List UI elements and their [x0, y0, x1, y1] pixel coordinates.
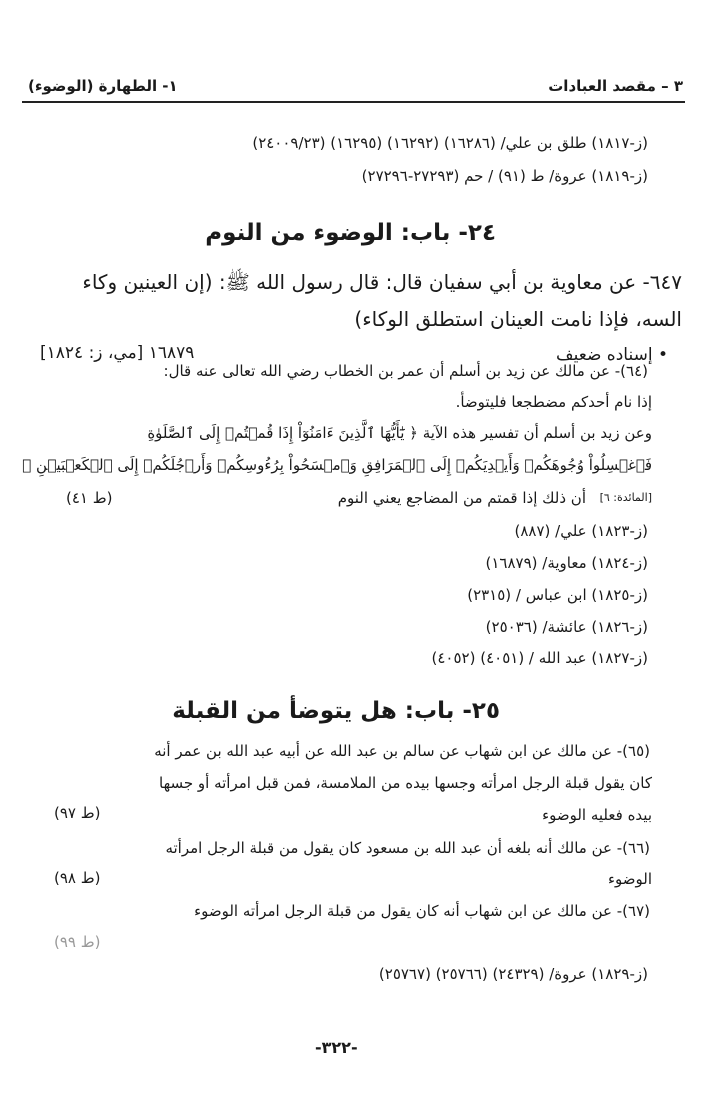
reference-line: (ز-١٨٢٣) علي/ (٨٨٧)	[514, 522, 648, 540]
malik-64-line: (٦٤)- عن مالك عن زيد بن أسلم أن عمر بن الخطاب رضي الله تعالى عنه قال:	[163, 362, 648, 380]
malik-64-line: أن ذلك إذا قمتم من المضاجع يعني النوم	[337, 489, 586, 507]
header-rule	[22, 101, 685, 103]
reference-line: (ز-١٨٢٤) معاوية/ (١٦٨٧٩)	[485, 554, 648, 572]
malik-66-line: الوضوء	[607, 870, 652, 888]
running-header-right: ٣ – مقصد العبادات	[548, 77, 683, 95]
verse-reference: [المائدة: ٦]	[599, 491, 652, 504]
malik-66-reference: (ط ٩٨)	[54, 869, 101, 887]
malik-65-line: (٦٥)- عن مالك عن ابن شهاب عن سالم بن عبد الله عن أبيه عبد الله بن عمر أنه	[154, 742, 650, 760]
reference-line: (ز-١٨٢٦) عائشة/ (٢٥٠٣٦)	[485, 618, 648, 636]
malik-65-reference: (ط ٩٧)	[54, 804, 101, 822]
malik-65-line: بيده فعليه الوضوء	[542, 806, 652, 824]
malik-66-line: (٦٦)- عن مالك أنه بلغه أن عبد الله بن مسعود كان يقول من قبلة الرجل امرأته	[165, 839, 650, 857]
malik-64-verse-line: وعن زيد بن أسلم أن تفسير هذه الآية ﴿ يَٰٓأَيُّهَا ٱلَّذِينَ ءَامَنُوٓاْ إِذَا قُمۡتُمۡ إِلَى ٱلصَّلَوٰةِ	[147, 424, 652, 442]
malik-64-verse-line: فَٱغۡسِلُواْ وُجُوهَكُمۡ وَأَيۡدِيَكُمۡ إِلَى ٱلۡمَرَافِقِ وَٱمۡسَحُواْ بِرُءُوسِكُمۡ وَأَرۡجُلَكُمۡ إِلَى ٱلۡكَعۡبَيۡنِ ﴾	[22, 456, 652, 474]
malik-64-reference: (ط ٤١)	[66, 489, 113, 507]
hadith-647-line: السه، فإذا نامت العينان استطلق الوكاء)	[354, 307, 682, 331]
malik-65-line: كان يقول قبلة الرجل امرأته وجسها بيده من الملامسة، فمن قبل امرأته أو جسها	[159, 774, 652, 792]
malik-67-line: (٦٧)- عن مالك عن ابن شهاب أنه كان يقول من قبلة الرجل امرأته الوضوء	[194, 902, 650, 920]
reference-line: (ز-١٨١٧) طلق بن علي/ (١٦٢٨٦) (١٦٢٩٢) (١٦٢٩٥) (٢٤٠٠٩/٢٣)	[252, 134, 648, 152]
chapter-25-title: ٢٥- باب: هل يتوضأ من القبلة	[172, 698, 500, 724]
reference-line: (ز-١٨٢٩) عروة/ (٢٤٣٢٩) (٢٥٧٦٦) (٢٥٧٦٧)	[378, 965, 648, 983]
grade-reference: ١٦٨٧٩ [مي، ز: ١٨٢٤]	[40, 343, 195, 363]
page-number: -٣٢٢-	[315, 1038, 358, 1057]
chapter-24-title: ٢٤- باب: الوضوء من النوم	[205, 220, 496, 246]
malik-64-line: إذا نام أحدكم مضطجعا فليتوضأ.	[455, 393, 652, 411]
running-header-left: ١- الطهارة (الوضوء)	[28, 77, 178, 95]
malik-67-reference: (ط ٩٩)	[54, 933, 101, 951]
grade-text: • إسناده ضعيف	[556, 347, 668, 364]
hadith-647-line: ٦٤٧- عن معاوية بن أبي سفيان قال: قال رسول الله ﷺ: (إن العينين وكاء	[82, 270, 682, 294]
reference-line: (ز-١٨٢٧) عبد الله / (٤٠٥١) (٤٠٥٢)	[431, 649, 648, 667]
reference-line: (ز-١٨٢٥) ابن عباس / (٢٣١٥)	[467, 586, 648, 604]
reference-line: (ز-١٨١٩) عروة/ ط (٩١) / حم (٢٧٢٩٣-٢٧٢٩٦)	[361, 167, 648, 185]
